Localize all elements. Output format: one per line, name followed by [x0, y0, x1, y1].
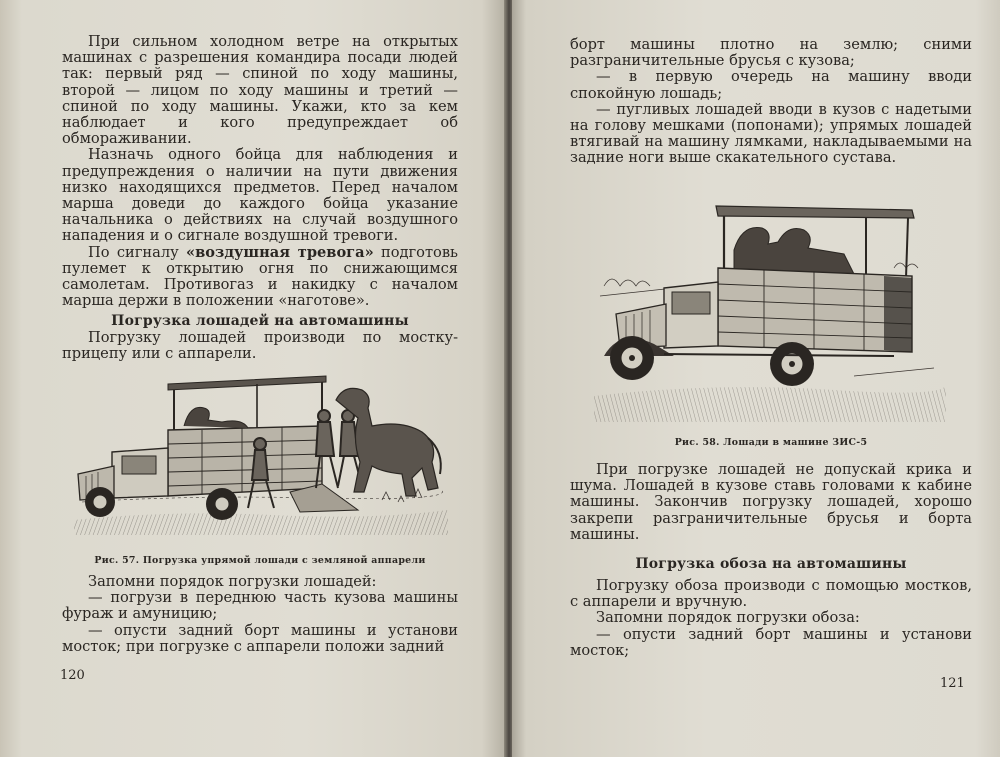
air-alarm-term: «воздушная тревога»	[186, 243, 374, 261]
order-title: Запомни порядок погрузки лошадей:	[88, 573, 377, 590]
paragraph-observer: Назначь одного бойца для наблюдения и предупреждения о наличии на пути движения низко находящихся предметов. Перед началом марша доведи до каждого бойца указание начальника о действиях на случай воздушного нападения и о сигнале воздушной тревоги.	[62, 146, 458, 245]
figure-57-caption: Рис. 57. Погрузка упрямой лошади с земляной аппарели	[94, 555, 426, 566]
figure-58-caption: Рис. 58. Лошади в машине ЗИС-5	[674, 437, 868, 448]
right-page-text-top	[570, 37, 972, 167]
order-item-lower-board: — опусти задний борт машины и установи мосток; при погрузке с аппарели положи задний	[62, 621, 458, 655]
left-page-order-list	[62, 574, 458, 655]
convoy-order-title: Запомни порядок погрузки обоза:	[596, 609, 860, 627]
right-page	[512, 0, 1000, 757]
heading-horse-loading: Погрузка лошадей на автомашины	[111, 313, 409, 329]
convoy-order-item-ramp: — опусти задний борт машины и установи мосток;	[570, 625, 972, 659]
left-page-text	[62, 34, 458, 309]
paragraph-loading-intro: Погрузку лошадей производи по мостку-прицепу или с аппарели.	[62, 329, 458, 363]
page-number-right: 121	[940, 676, 965, 691]
paragraph-continuation: борт машины плотно на землю; сними разграничительные брусья с кузова;	[570, 36, 972, 70]
item-calm-horse: — в первую очередь на машину вводи спокойную лошадь;	[570, 68, 972, 102]
figure-58-illustration	[594, 196, 946, 426]
page-number-left: 120	[60, 668, 85, 683]
paragraph-convoy-intro: Погрузку обоза производи с помощью мостков, с аппарели и вручную.	[570, 577, 972, 611]
figure-57-illustration	[72, 370, 450, 540]
paragraph-cold-wind: При сильном холодном ветре на открытых машинах с разрешения командира посади людей так: первый ряд — спиной по ходу машины, второй — лицом по ходу машины и третий — спиной по ходу машины. Укажи, кто за кем наблюдает и кого предупреждает об обмораживании.	[62, 33, 458, 148]
item-skittish-horse: — пугливых лошадей вводи в кузов с надетыми на голову мешками (попонами); упрямых лошадей втягивай на машину лямками, накладываемыми на задние ноги выше скакательного сустава.	[570, 100, 972, 167]
heading-convoy-loading: Погрузка обоза на автомашины	[635, 556, 907, 572]
paragraph-air-alarm: По сигналу «воздушная тревога» подготовь пулемет к открытию огня по снижающимся самолетам. Противогаз и накидку с началом марша держи в положении «наготове».	[62, 243, 458, 310]
right-page-text-bottom	[570, 578, 972, 659]
paragraph-no-noise: При погрузке лошадей не допускай крика и шума. Лошадей в кузове ставь головами к кабине машины. Закончив погрузку лошадей, хорошо закрепи разграничительные брусья и борта машины.	[570, 461, 972, 543]
order-item-fodder: — погрузи в переднюю часть кузова машины фураж и амуницию;	[62, 589, 458, 623]
